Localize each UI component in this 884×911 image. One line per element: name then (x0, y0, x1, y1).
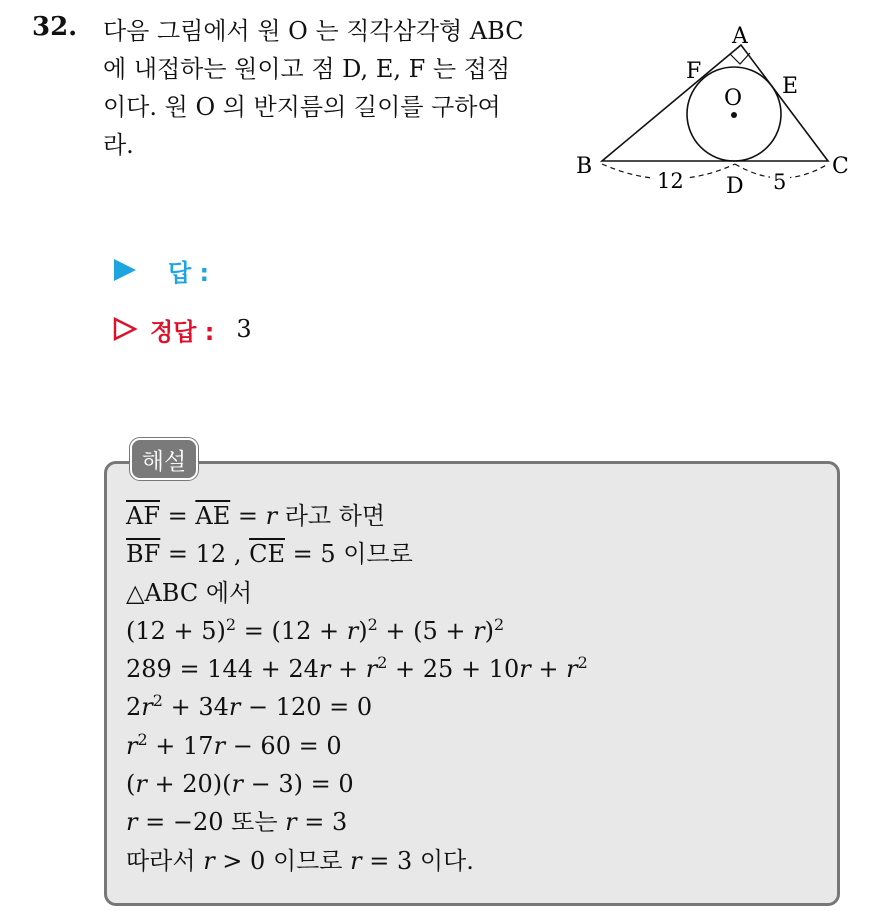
label-o: O (724, 86, 743, 111)
label-a: A (732, 24, 748, 49)
label-d: D (726, 174, 744, 199)
solution-line: $\overline{AF} = \overline{AE} = r$ 라고 하면 (126, 502, 386, 530)
correct-answer-row (112, 312, 252, 346)
question-line: 다음 그림에서 원 O 는 직각삼각형 ABC (103, 17, 524, 45)
solution-line: (r + 20)(r − 3) = 0 (126, 770, 354, 799)
answer-row (112, 254, 209, 286)
question-text (103, 12, 558, 164)
solution-line: $2r^2 + 34r - 120 = 0$ (126, 691, 373, 722)
solution-line: $289 = 144 + 24r + r^2 + 25 + 10r + r^2$ (126, 653, 588, 684)
solution-line: r = −20 또는 r = 3 (126, 808, 348, 837)
answer-label: 답 : (168, 258, 210, 287)
question-line: 에 내접하는 원이고 점 D, E, F 는 접점 (103, 55, 511, 83)
solution-line: △ABC 에서 (126, 578, 253, 607)
solution-line: $\overline{BF} = 12$ , $\overline{CE} = 5$ 이므로 (126, 540, 413, 569)
right-angle-mark (730, 53, 750, 64)
play-outline-icon (112, 316, 138, 342)
triangle-figure (570, 18, 860, 208)
length-bd: 12 (657, 169, 684, 193)
solution-lines (126, 497, 826, 880)
correct-answer-label: 정답 : (150, 317, 215, 346)
label-c: C (832, 154, 849, 179)
question-line: 라. (103, 131, 134, 159)
question-number: 32. (32, 12, 78, 42)
solution-line: $r^2 + 17r - 60 = 0$ (126, 729, 342, 760)
solution-tab: 해설 (130, 438, 198, 480)
length-dc: 5 (773, 170, 787, 194)
solution-line: 따라서 r > 0 이므로 r = 3 이다. (126, 846, 474, 875)
label-f: F (686, 59, 702, 84)
triangle-abc (602, 45, 828, 161)
solution-line: $(12 + 5)^2 = (12 + r)^2 + (5 + r)^2$ (126, 614, 505, 645)
label-e: E (782, 74, 799, 99)
correct-answer-value: 3 (236, 315, 252, 343)
label-b: B (576, 154, 593, 179)
play-icon (112, 257, 138, 283)
question-line: 이다. 원 O 의 반지름의 길이를 구하여 (103, 93, 501, 121)
center-dot (731, 112, 737, 118)
